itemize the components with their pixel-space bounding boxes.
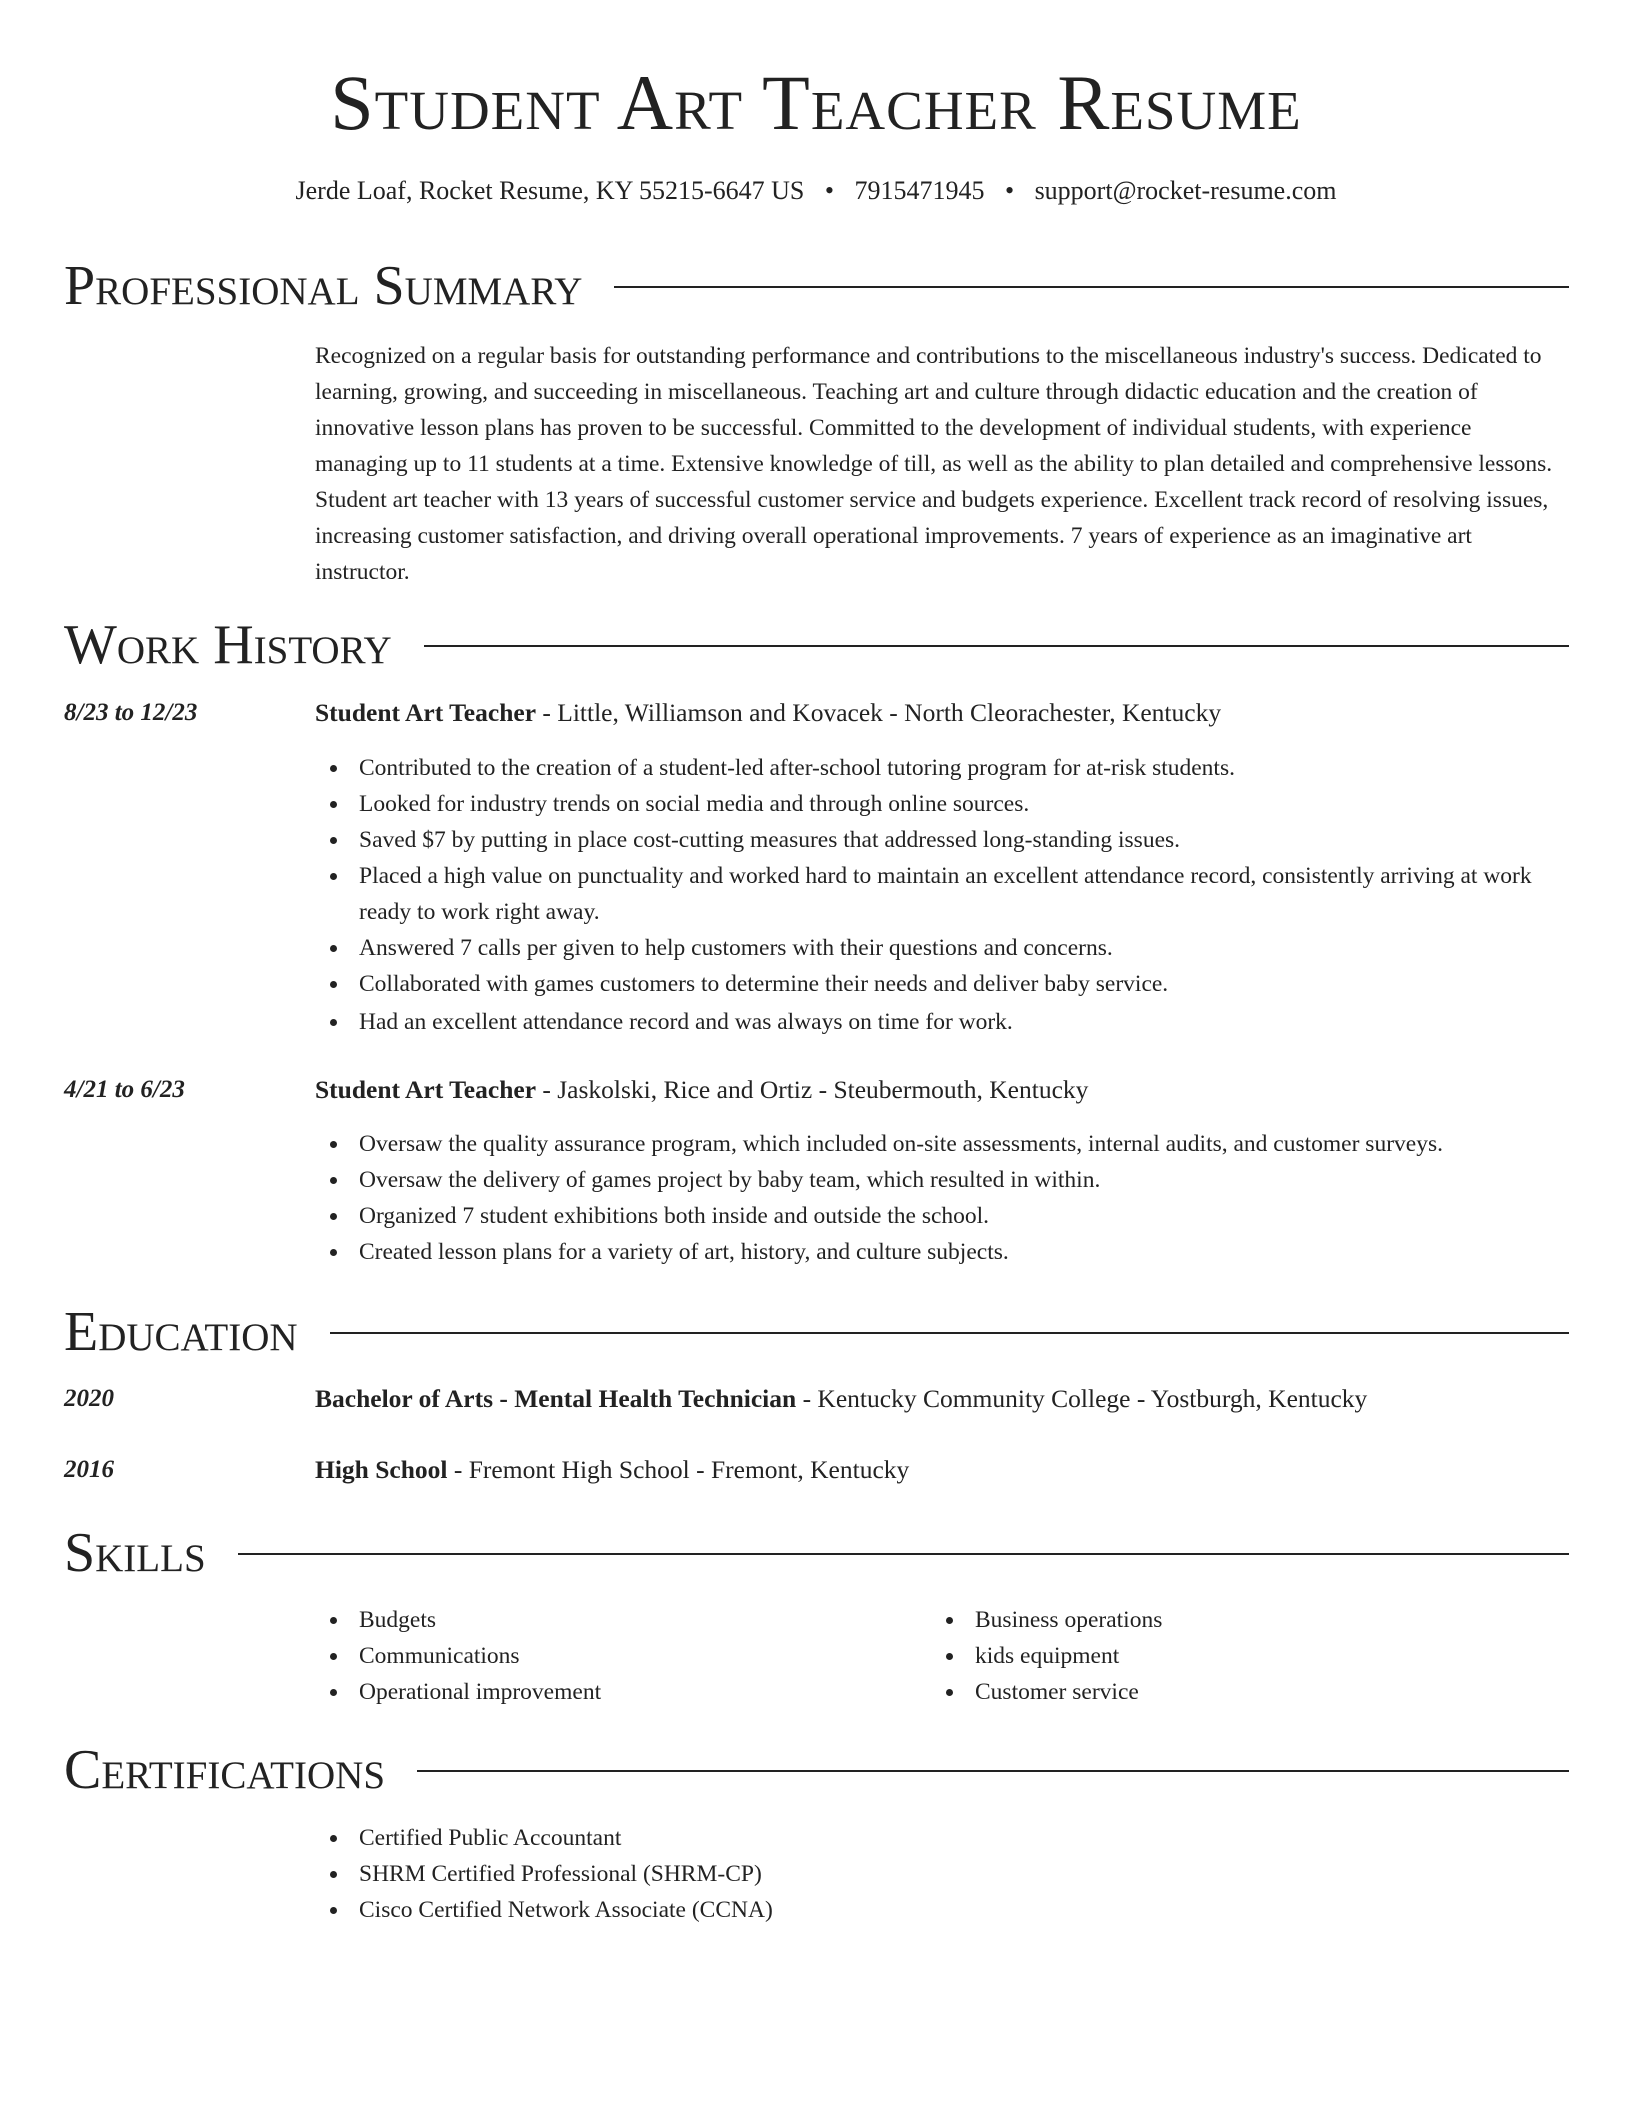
section-title-summary: Professional Summary [64, 255, 583, 317]
section-divider [330, 1332, 1569, 1334]
list-item: Created lesson plans for a variety of art, history, and culture subjects. [315, 1234, 1569, 1270]
section-divider [614, 286, 1569, 288]
list-item: Oversaw the delivery of games project by baby team, which resulted in within. [315, 1162, 1569, 1198]
education-school: - Fremont High School - Fremont, Kentucky [447, 1455, 910, 1484]
job-heading [315, 696, 1569, 730]
certification-item: Certified Public Accountant [315, 1820, 1569, 1856]
section-header-education [64, 1302, 1569, 1362]
section-divider [238, 1553, 1569, 1555]
list-item: Organized 7 student exhibitions both inside and outside the school. [315, 1198, 1569, 1234]
education-degree: High School [315, 1455, 448, 1484]
contact-separator: • [824, 176, 834, 205]
education-heading [315, 1382, 1569, 1416]
contact-line [0, 174, 1632, 208]
contact-email[interactable]: support@rocket-resume.com [1034, 176, 1337, 205]
education-degree: Bachelor of Arts - Mental Health Technician [315, 1384, 797, 1413]
list-item: Had an excellent attendance record and was always on time for work. [315, 1004, 1569, 1040]
list-item: Contributed to the creation of a student-led after-school tutoring program for at-risk students. [315, 750, 1569, 786]
section-header-work-history [64, 615, 1569, 675]
job-employer: - Little, Williamson and Kovacek - North Cleorachester, Kentucky [536, 698, 1222, 727]
list-item: Placed a high value on punctuality and worked hard to maintain an excellent attendance record, consistently arriving at work ready to work right away. [315, 858, 1569, 930]
education-school: - Kentucky Community College - Yostburgh, Kentucky [796, 1384, 1368, 1413]
section-title-certifications: Certifications [64, 1739, 386, 1801]
contact-phone: 7915471945 [854, 176, 985, 205]
job-bullets [315, 750, 1569, 1040]
resume-title: Student Art Teacher Resume [330, 59, 1302, 146]
education-year: 2016 [64, 1456, 114, 1483]
job-title: Student Art Teacher [315, 698, 537, 727]
job-bullets [315, 1126, 1569, 1270]
skill-item: kids equipment [931, 1638, 1632, 1674]
education-heading [315, 1453, 1569, 1487]
list-item: Saved $7 by putting in place cost-cutting measures that addressed long-standing issues. [315, 822, 1569, 858]
job-dates: 4/21 to 6/23 [64, 1076, 185, 1103]
section-divider [424, 645, 1569, 647]
job-title: Student Art Teacher [315, 1075, 537, 1104]
skill-item: Business operations [931, 1602, 1632, 1638]
education-year: 2020 [64, 1385, 114, 1412]
skill-item: Customer service [931, 1674, 1632, 1710]
certification-item: Cisco Certified Network Associate (CCNA) [315, 1892, 1569, 1928]
section-header-certifications [64, 1740, 1569, 1800]
job-employer: - Jaskolski, Rice and Ortiz - Steubermouth, Kentucky [536, 1075, 1089, 1104]
certifications-list [315, 1820, 1569, 1928]
skills-list-right [931, 1602, 1632, 1710]
summary-text: Recognized on a regular basis for outstanding performance and contributions to the miscellaneous industry's success. Dedicated to learning, growing, and succeeding in miscellaneous. Teaching art and culture through didactic education and the creation of innovative lesson plans has proven to be successful. Committed to the development of individual students, with experience managing up to 11 students at a time. Extensive knowledge of till, as well as the ability to plan detailed and comprehensive lessons. Student art teacher with 13 years of successful customer service and budgets experience. Excellent track record of resolving issues, increasing customer satisfaction, and driving overall operational improvements. 7 years of experience as an imaginative art instructor. [315, 343, 1553, 585]
job-heading [315, 1073, 1569, 1107]
list-item: Oversaw the quality assurance program, which included on-site assessments, internal audits, and customer surveys. [315, 1126, 1569, 1162]
list-item: Looked for industry trends on social media and through online sources. [315, 786, 1569, 822]
section-header-summary [64, 256, 1569, 316]
certification-item: SHRM Certified Professional (SHRM-CP) [315, 1856, 1569, 1892]
skill-item: Operational improvement [315, 1674, 1569, 1710]
section-title-work-history: Work History [64, 614, 392, 676]
section-header-skills [64, 1523, 1569, 1583]
list-item: Collaborated with games customers to determine their needs and deliver baby service. [315, 966, 1569, 1002]
contact-separator: • [1004, 176, 1015, 205]
skill-item: Communications [315, 1638, 1569, 1674]
list-item: Answered 7 calls per given to help customers with their questions and concerns. [315, 930, 1569, 966]
skill-item: Budgets [315, 1602, 1569, 1638]
job-dates: 8/23 to 12/23 [64, 699, 198, 726]
section-title-skills: Skills [64, 1522, 206, 1584]
contact-address: Jerde Loaf, Rocket Resume, KY 55215-6647 US [295, 176, 805, 205]
section-title-education: Education [64, 1301, 298, 1363]
section-divider [417, 1770, 1569, 1772]
